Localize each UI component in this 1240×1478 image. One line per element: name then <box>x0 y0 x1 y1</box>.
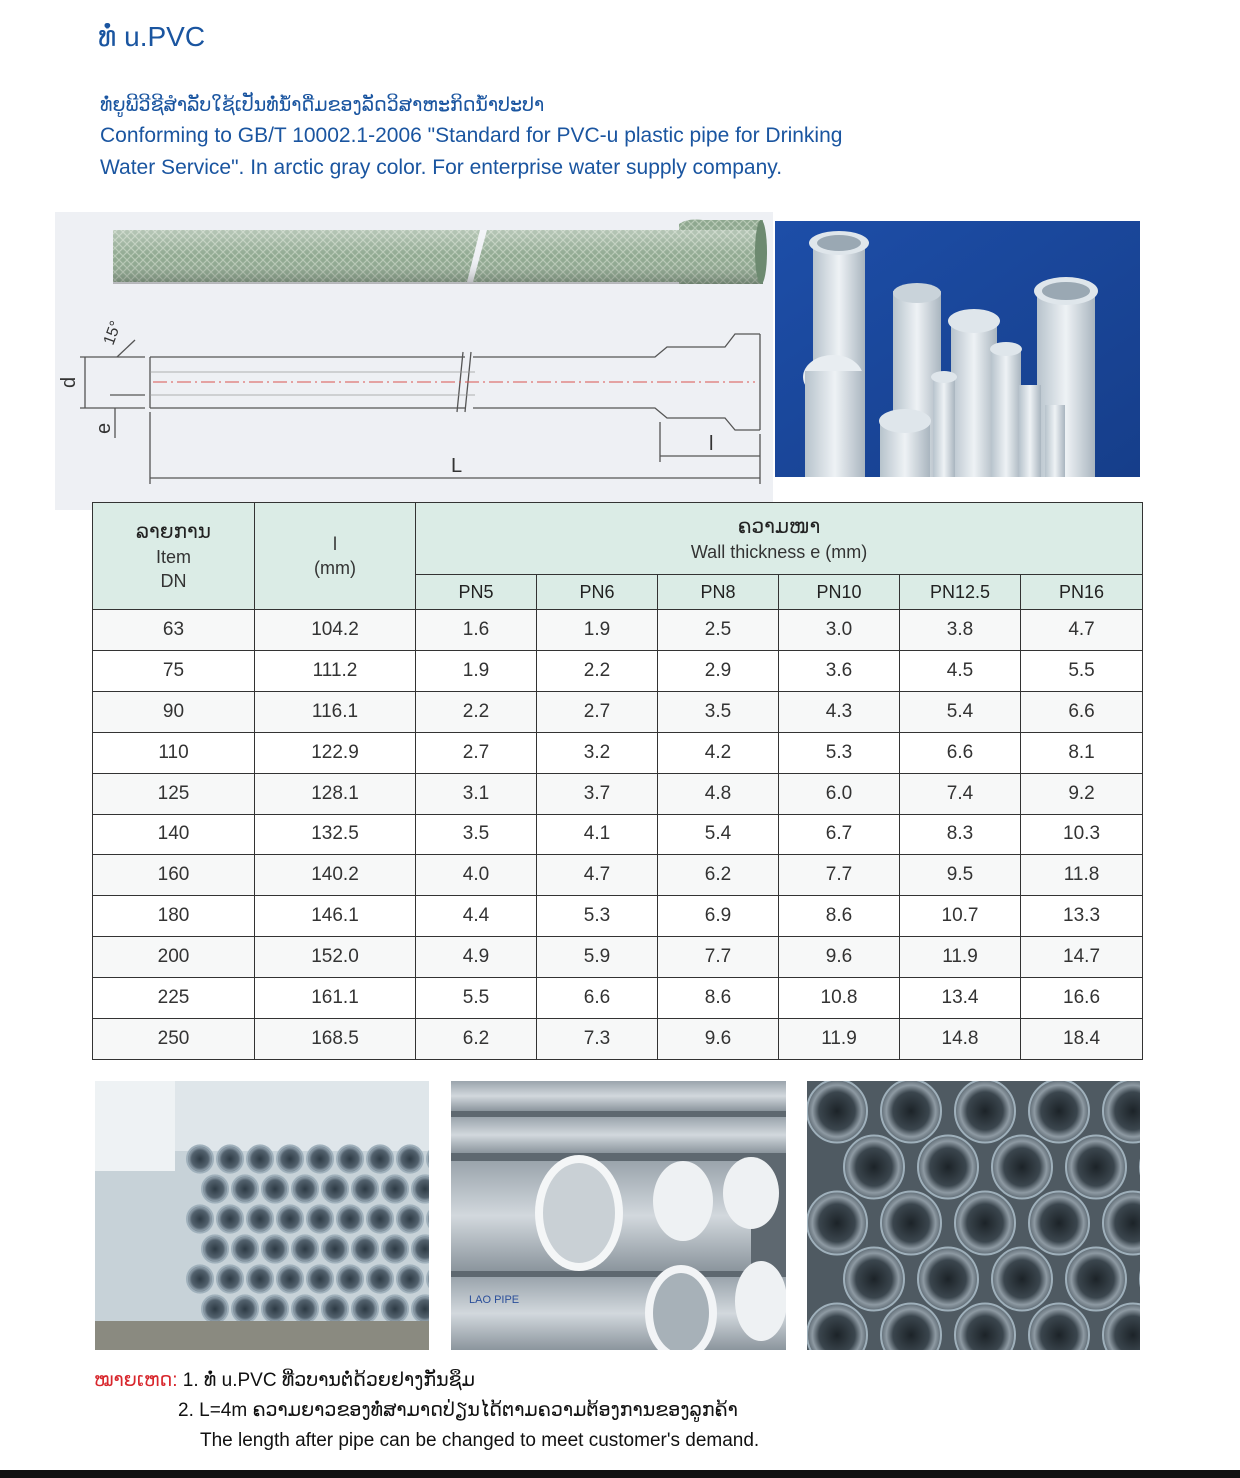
table-cell: 6.6 <box>1021 691 1143 732</box>
photo-pipes-closeup-brand <box>451 1081 786 1350</box>
table-cell: 3.5 <box>416 814 537 855</box>
table-cell: 6.6 <box>537 978 658 1019</box>
table-cell: 3.2 <box>537 732 658 773</box>
bottom-bar <box>0 1470 1240 1478</box>
table-cell: 140 <box>93 814 255 855</box>
table-cell: 7.3 <box>537 1019 658 1060</box>
note-1 <box>94 1366 759 1396</box>
table-cell: 18.4 <box>1021 1019 1143 1060</box>
header-item-en: Item <box>155 547 191 567</box>
table-cell: 8.6 <box>658 978 779 1019</box>
table-cell: 9.6 <box>658 1019 779 1060</box>
label-l: l <box>709 433 714 455</box>
table-cell: 90 <box>93 691 255 732</box>
table-cell: 11.9 <box>900 937 1021 978</box>
table-cell: 75 <box>93 650 255 691</box>
table-cell: 10.7 <box>900 896 1021 937</box>
table-cell: 5.5 <box>416 978 537 1019</box>
table-row <box>93 855 1143 896</box>
table-cell: 161.1 <box>255 978 416 1019</box>
table-cell: 4.8 <box>658 773 779 814</box>
table-cell: 200 <box>93 937 255 978</box>
header-wall-en: Wall thickness e (mm) <box>690 541 868 562</box>
table-cell: 9.2 <box>1021 773 1143 814</box>
table-cell: 1.6 <box>416 610 537 651</box>
description-en-line-2: Water Service". In arctic gray color. For enterprise water supply company. <box>100 156 783 179</box>
header-l-symbol: l <box>333 534 337 554</box>
description-lao: ທໍ່ຍູພີວີຊີສໍາລັບໃຊ້ເປັນທໍ່ນ້ຳດື່ມຂອງລັດວິສາຫະກິດນ້ຳປະປາ <box>100 95 545 116</box>
table-cell: 116.1 <box>255 691 416 732</box>
table-cell: 3.7 <box>537 773 658 814</box>
table-cell: 6.9 <box>658 896 779 937</box>
table-cell: 9.5 <box>900 855 1021 896</box>
table-cell: 250 <box>93 1019 255 1060</box>
table-row <box>93 978 1143 1019</box>
table-cell: 111.2 <box>255 650 416 691</box>
table-cell: 11.8 <box>1021 855 1143 896</box>
table-cell: 2.2 <box>416 691 537 732</box>
table-cell: 10.8 <box>779 978 900 1019</box>
table-row <box>93 773 1143 814</box>
table-cell: 4.1 <box>537 814 658 855</box>
table-cell: 110 <box>93 732 255 773</box>
table-cell: 2.7 <box>416 732 537 773</box>
table-cell: 122.9 <box>255 732 416 773</box>
table-cell: 146.1 <box>255 896 416 937</box>
header-socket-length <box>255 503 416 610</box>
label-d: d <box>58 376 80 388</box>
table-cell: 13.4 <box>900 978 1021 1019</box>
table-cell: 5.3 <box>779 732 900 773</box>
label-angle: 15° <box>100 318 126 348</box>
table-cell: 140.2 <box>255 855 416 896</box>
header-item-dn: DN <box>160 571 187 591</box>
table-cell: 6.2 <box>416 1019 537 1060</box>
table-cell: 4.2 <box>658 732 779 773</box>
photo-pipes-blue-background <box>775 221 1140 477</box>
header-item <box>93 503 255 610</box>
note-2: 2. L=4m ຄວາມຍາວຂອງທໍ່ສາມາດປ່ຽນໄດ້ຕາມຄວາມຕ້ອງການຂອງລູກຄ້າ <box>178 1400 738 1421</box>
table-cell: 10.3 <box>1021 814 1143 855</box>
table-cell: 6.0 <box>779 773 900 814</box>
spec-table <box>92 502 1143 1060</box>
table-cell: 4.9 <box>416 937 537 978</box>
header-item-lao: ລາຍການ <box>136 521 211 543</box>
header-pn-5: PN16 <box>1021 575 1143 610</box>
table-cell: 8.3 <box>900 814 1021 855</box>
header-pn-4: PN12.5 <box>900 575 1021 610</box>
photo-stacked-pipes-warehouse <box>95 1081 429 1350</box>
table-cell: 5.4 <box>658 814 779 855</box>
table-cell: 3.0 <box>779 610 900 651</box>
table-cell: 63 <box>93 610 255 651</box>
table-cell: 6.7 <box>779 814 900 855</box>
table-row <box>93 610 1143 651</box>
table-row <box>93 650 1143 691</box>
table-cell: 7.7 <box>779 855 900 896</box>
table-cell: 5.3 <box>537 896 658 937</box>
table-cell: 5.4 <box>900 691 1021 732</box>
table-cell: 104.2 <box>255 610 416 651</box>
description <box>100 92 1100 184</box>
header-pn-0: PN5 <box>416 575 537 610</box>
pipe-diagram <box>55 212 773 510</box>
table-row <box>93 937 1143 978</box>
table-cell: 6.6 <box>900 732 1021 773</box>
header-pn-2: PN8 <box>658 575 779 610</box>
header-l-unit: (mm) <box>314 558 356 578</box>
pipe-drawing <box>55 212 773 510</box>
table-cell: 8.1 <box>1021 732 1143 773</box>
table-row <box>93 814 1143 855</box>
table-cell: 3.1 <box>416 773 537 814</box>
table-cell: 14.7 <box>1021 937 1143 978</box>
table-cell: 168.5 <box>255 1019 416 1060</box>
table-cell: 6.2 <box>658 855 779 896</box>
pipe-brand-text: LAO PIPE <box>469 1294 520 1306</box>
table-cell: 2.5 <box>658 610 779 651</box>
table-row <box>93 732 1143 773</box>
header-wall-thickness <box>416 503 1143 575</box>
header-pn-1: PN6 <box>537 575 658 610</box>
table-cell: 7.7 <box>658 937 779 978</box>
table-cell: 9.6 <box>779 937 900 978</box>
table-cell: 4.3 <box>779 691 900 732</box>
notes <box>94 1366 759 1456</box>
table-cell: 2.9 <box>658 650 779 691</box>
pipe-line-drawing <box>80 334 760 484</box>
table-cell: 3.8 <box>900 610 1021 651</box>
table-row <box>93 896 1143 937</box>
table-cell: 4.7 <box>1021 610 1143 651</box>
table-cell: 128.1 <box>255 773 416 814</box>
table-cell: 1.9 <box>416 650 537 691</box>
table-cell: 16.6 <box>1021 978 1143 1019</box>
table-cell: 13.3 <box>1021 896 1143 937</box>
header-pn-3: PN10 <box>779 575 900 610</box>
note-3: The length after pipe can be changed to meet customer's demand. <box>200 1430 760 1451</box>
table-cell: 4.0 <box>416 855 537 896</box>
table-cell: 125 <box>93 773 255 814</box>
table-row <box>93 691 1143 732</box>
table-cell: 11.9 <box>779 1019 900 1060</box>
description-en-line-1: Conforming to GB/T 10002.1-2006 "Standard for PVC-u plastic pipe for Drinking <box>100 124 843 147</box>
table-cell: 2.2 <box>537 650 658 691</box>
table-cell: 5.9 <box>537 937 658 978</box>
label-L: L <box>451 455 463 477</box>
table-cell: 4.7 <box>537 855 658 896</box>
table-cell: 132.5 <box>255 814 416 855</box>
table-cell: 225 <box>93 978 255 1019</box>
table-cell: 3.6 <box>779 650 900 691</box>
table-cell: 160 <box>93 855 255 896</box>
table-cell: 4.5 <box>900 650 1021 691</box>
table-cell: 8.6 <box>779 896 900 937</box>
table-cell: 7.4 <box>900 773 1021 814</box>
pipe-render <box>113 220 767 285</box>
table-cell: 5.5 <box>1021 650 1143 691</box>
page-title: ທໍ່ u.PVC <box>98 21 206 52</box>
table-row <box>93 1019 1143 1060</box>
table-cell: 152.0 <box>255 937 416 978</box>
table-cell: 180 <box>93 896 255 937</box>
photo-pipe-sockets <box>807 1081 1140 1350</box>
table-cell: 1.9 <box>537 610 658 651</box>
table-cell: 14.8 <box>900 1019 1021 1060</box>
table-cell: 3.5 <box>658 691 779 732</box>
note-1-text: 1. ທໍ່ u.PVC ທີ່ວບານຕໍ່ດ້ວຍຢາງກັນຊຶມ <box>177 1370 475 1391</box>
table-cell: 4.4 <box>416 896 537 937</box>
notes-label: ໝາຍເຫດ: <box>94 1370 178 1391</box>
table-cell: 2.7 <box>537 691 658 732</box>
label-e: e <box>93 422 115 434</box>
header-wall-lao: ຄວາມໜາ <box>737 515 821 538</box>
